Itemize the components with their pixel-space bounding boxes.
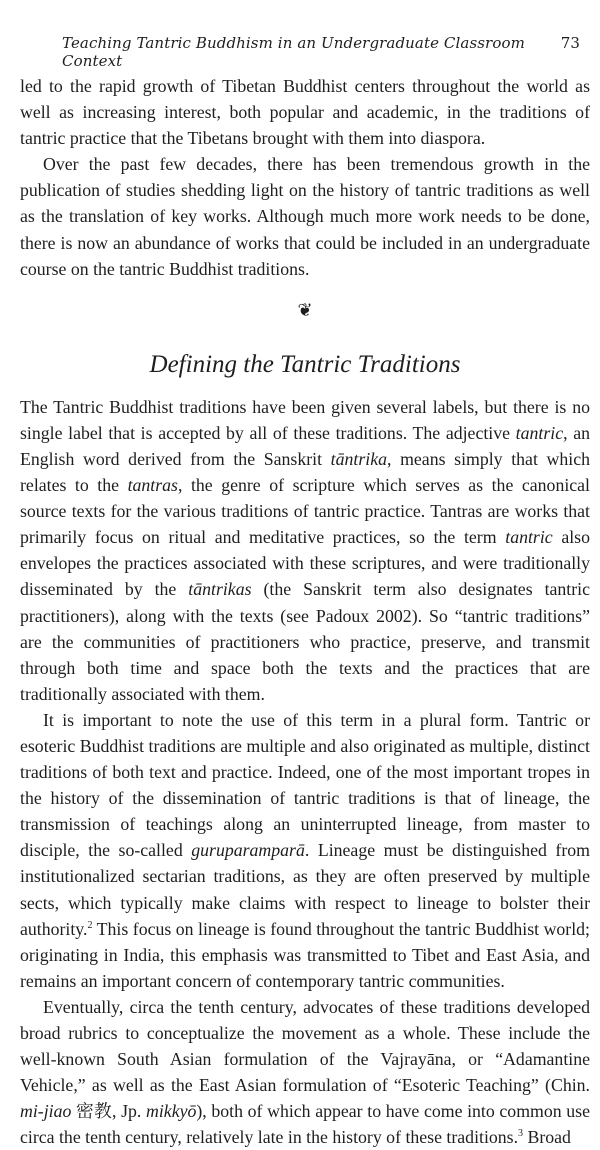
- running-header: [62, 34, 586, 70]
- running-title: Teaching Tantric Buddhism in an Undergraduate Classroom Context: [62, 34, 525, 70]
- footnote-marker: 2: [87, 919, 93, 931]
- paragraph-continued: led to the rapid growth of Tibetan Buddhist centers throughout the world as well as increasing interest, both popular and academic, in the traditions of tantric practice that the Tibetans brought with them into diaspora.: [20, 76, 590, 149]
- section-break-ornament-icon: ❦: [297, 299, 313, 320]
- section-heading: Defining the Tantric Traditions: [149, 350, 461, 378]
- paragraph: Eventually, circa the tenth century, advocates of these traditions developed broad rubrics to conceptualize the movement as a whole. These include the well-known South Asian formulation of the Vajrayāna, or “Adamantine Vehicle,” as well as the East Asian formulation of “Esoteric Teaching” (Chin. mi-jiao 密教, Jp. mikkyō), both of which appear to have come into common use circa the tenth century, relatively late in the history of these traditions.$^3$ Broad: [20, 996, 590, 1148]
- footnote-marker: 3: [518, 1128, 524, 1140]
- paragraph: Over the past few decades, there has been tremendous growth in the publication of studies shedding light on the history of tantric traditions as well as the translation of key works. Although much more work needs to be done, there is now an abundance of works that could be included in an undergraduate course on the tantric Buddhist traditions.: [20, 154, 590, 279]
- body-text: [20, 73, 590, 1150]
- paragraph: It is important to note the use of this term in a plural form. Tantric or esoteric Buddhist traditions are multiple and also originated as multiple, distinct traditions of both text and practice. Indeed, one of the most important tropes in the history of the dissemination of tantric traditions is that of lineage, the transmission of teachings along an uninterrupted lineage, from master to disciple, the so-called guruparamparā. Lineage must be distinguished from institutionalized sectarian traditions, as they are often preserved by multiple sects, which typically make claims with respect to lineage to bolster their authority.$^2$ This focus on lineage is found throughout the tantric Buddhist world; originating in India, this emphasis was transmitted to Tibet and East Asia, and remains an important concern of contemporary tantric communities.: [20, 709, 590, 991]
- page-number: 73: [560, 34, 580, 52]
- paragraph: The Tantric Buddhist traditions have been given several labels, but there is no single label that is accepted by all of these traditions. The adjective tantric, an English word derived from the Sanskrit tāntrika, means simply that which relates to the tantras, the genre of scripture which serves as the canonical source texts for the various traditions of tantric practice. Tantras are works that primarily focus on ritual and meditative practices, so the term tantric also envelopes the practices associated with these scriptures, and were traditionally disseminated by the tāntrikas (the Sanskrit term also designates tantric practitioners), along with the texts (see Padoux 2002). So “tantric traditions” are the communities of practitioners who practice, preserve, and transmit through both time and space both the texts and the practices that are traditionally associated with them.: [20, 396, 591, 704]
